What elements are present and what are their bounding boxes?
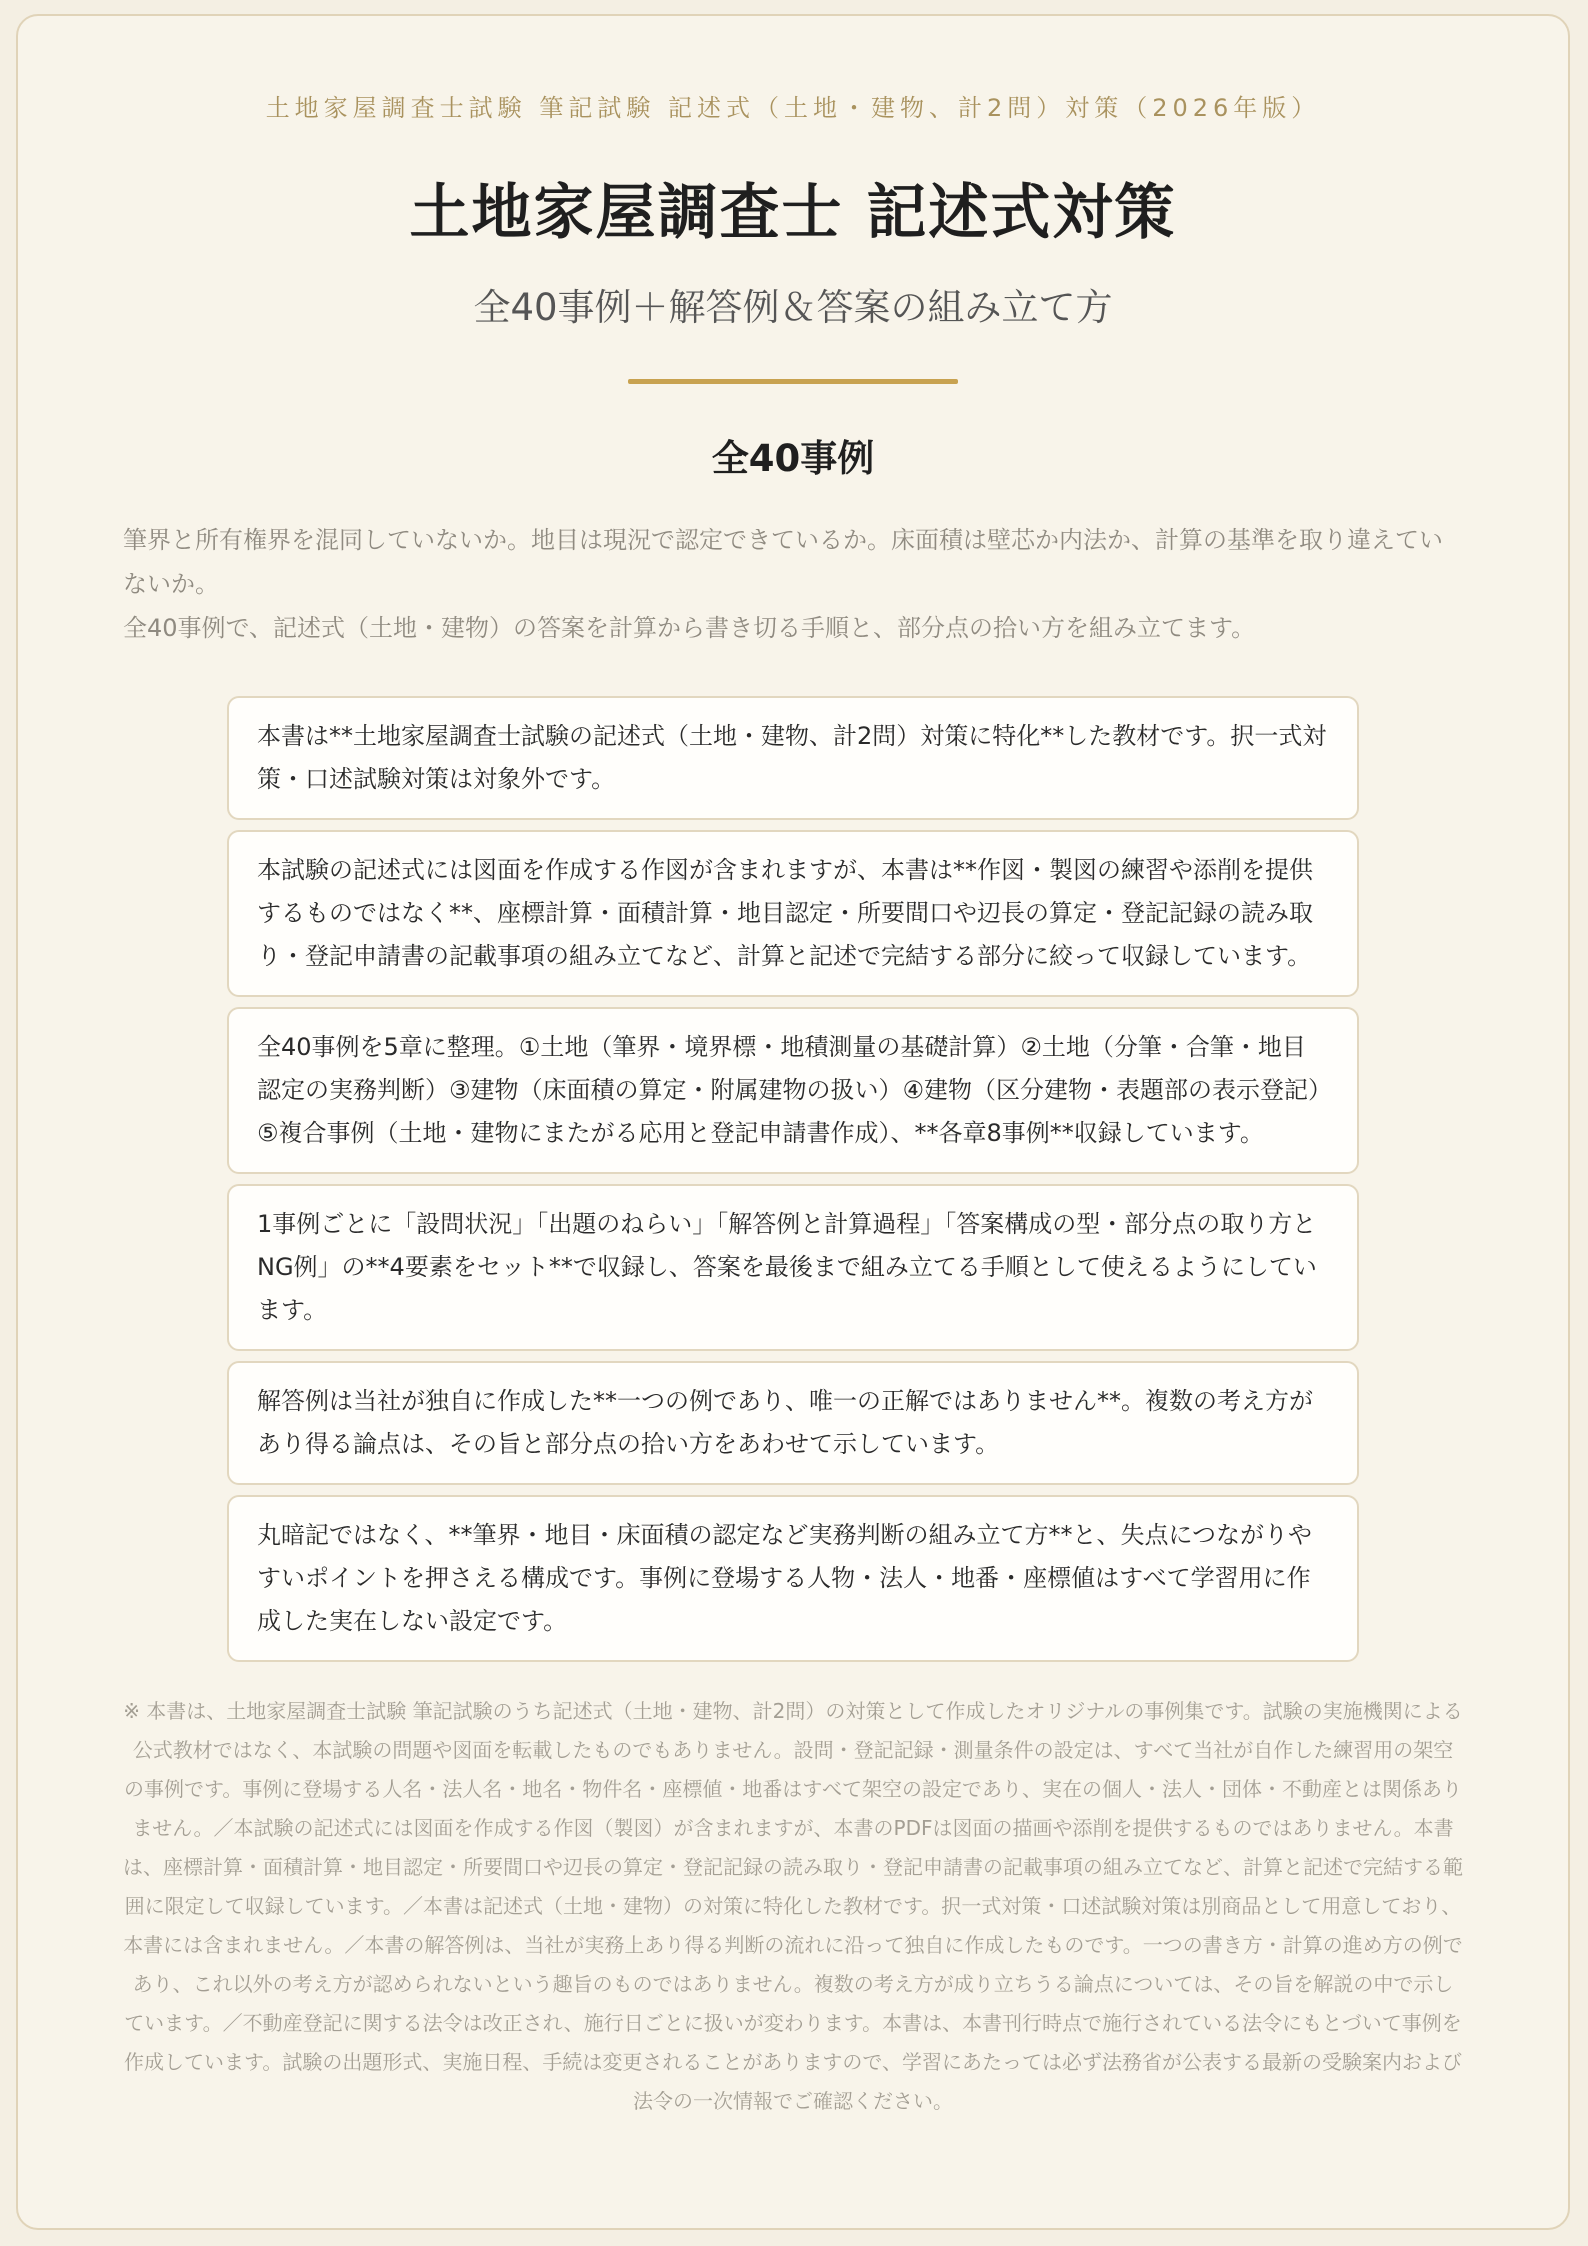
disclaimer-notice: ※ 本書は、土地家屋調査士試験 筆記試験のうち記述式（土地・建物、計2問）の対策として作成したオリジナルの事例集です。試験の実施機関による公式教材ではなく、本試験の問題や図面を転載したものでもありません。設問・登記記録・測量条件の設定は、すべて当社が自作した練習用の架空の事例です。事例に登場する人名・法人名・地名・物件名・座標値・地番はすべて架空の設定であり、実在の個人・法人・団体・不動産とは関係ありません。／本試験の記述式には図面を作成する作図（製図）が含まれますが、本書のPDFは図面の描画や添削を提供するものではありません。本書は、座標計算・面積計算・地目認定・所要間口や辺長の算定・登記記録の読み取り・登記申請書の記載事項の組み立てなど、計算と記述で完結する範囲に限定して収録しています。／本書は記述式（土地・建物）の対策に特化した教材です。択一式対策・口述試験対策は別商品として用意しており、本書には含まれません。／本書の解答例は、当社が実務上あり得る判断の流れに沿って独自に作成したものです。一つの書き方・計算の進め方の例であり、これ以外の考え方が認められないという趣旨のものではありません。複数の考え方が成り立ちうる論点については、その旨を解説の中で示しています。／不動産登記に関する法令は改正され、施行日ごとに扱いが変わります。本書は、本書刊行時点で施行されている法令にもとづいて事例を作成しています。試験の出題形式、実施日程、手続は変更されることがありますので、学習にあたっては必ず法務省が公表する最新の受験案内および法令の一次情報でご確認ください。 xyxy=(123,1699,1463,2113)
lead-line-1: 筆界と所有権界を混同していないか。地目は現況で認定できているか。床面積は壁芯か内法か、計算の基準を取り違えていないか。 xyxy=(123,526,1443,598)
page-subtitle: 全40事例＋解答例＆答案の組み立て方 xyxy=(473,286,1113,329)
feature-box-elements: 1事例ごとに「設問状況」「出題のねらい」「解答例と計算過程」「答案構成の型・部分点の取り方とNG例」の**4要素をセット**で収録し、答案を最後まで組み立てる手順として使えるようにしています。 xyxy=(227,1184,1359,1351)
exam-kicker: 土地家屋調査士試験 筆記試験 記述式（土地・建物、計2問）対策（2026年版） xyxy=(265,94,1321,122)
feature-box-chapters: 全40事例を5章に整理。①土地（筆界・境界標・地積測量の基礎計算）②土地（分筆・合筆・地目認定の実務判断）③建物（床面積の算定・附属建物の扱い）④建物（区分建物・表題部の表示登記）⑤複合事例（土地・建物にまたがる応用と登記申請書作成）、**各章8事例**収録しています。 xyxy=(227,1007,1359,1174)
page-title: 土地家屋調査士 記述式対策 xyxy=(409,178,1177,248)
feature-box-scope: 本書は**土地家屋調査士試験の記述式（土地・建物、計2問）対策に特化**した教材です。択一式対策・口述試験対策は対象外です。 xyxy=(227,696,1359,820)
section-heading: 全40事例 xyxy=(711,437,875,480)
header xyxy=(143,88,1443,482)
feature-list xyxy=(227,696,1359,1662)
content-card xyxy=(16,14,1570,2230)
feature-box-approach: 丸暗記ではなく、**筆界・地目・床面積の認定など実務判断の組み立て方**と、失点につながりやすいポイントを押さえる構成です。事例に登場する人物・法人・地番・座標値はすべて学習用に作成した実在しない設定です。 xyxy=(227,1495,1359,1662)
lead-line-2: 全40事例で、記述式（土地・建物）の答案を計算から書き切る手順と、部分点の拾い方を組み立てます。 xyxy=(123,614,1256,642)
section-lead xyxy=(123,518,1463,650)
feature-box-drawing: 本試験の記述式には図面を作成する作図が含まれますが、本書は**作図・製図の練習や添削を提供するものではなく**、座標計算・面積計算・地目認定・所要間口や辺長の算定・登記記録の読み取り・登記申請書の記載事項の組み立てなど、計算と記述で完結する部分に絞って収録しています。 xyxy=(227,830,1359,997)
feature-box-answers: 解答例は当社が独自に作成した**一つの例であり、唯一の正解ではありません**。複数の考え方があり得る論点は、その旨と部分点の拾い方をあわせて示しています。 xyxy=(227,1361,1359,1485)
divider xyxy=(628,379,958,384)
